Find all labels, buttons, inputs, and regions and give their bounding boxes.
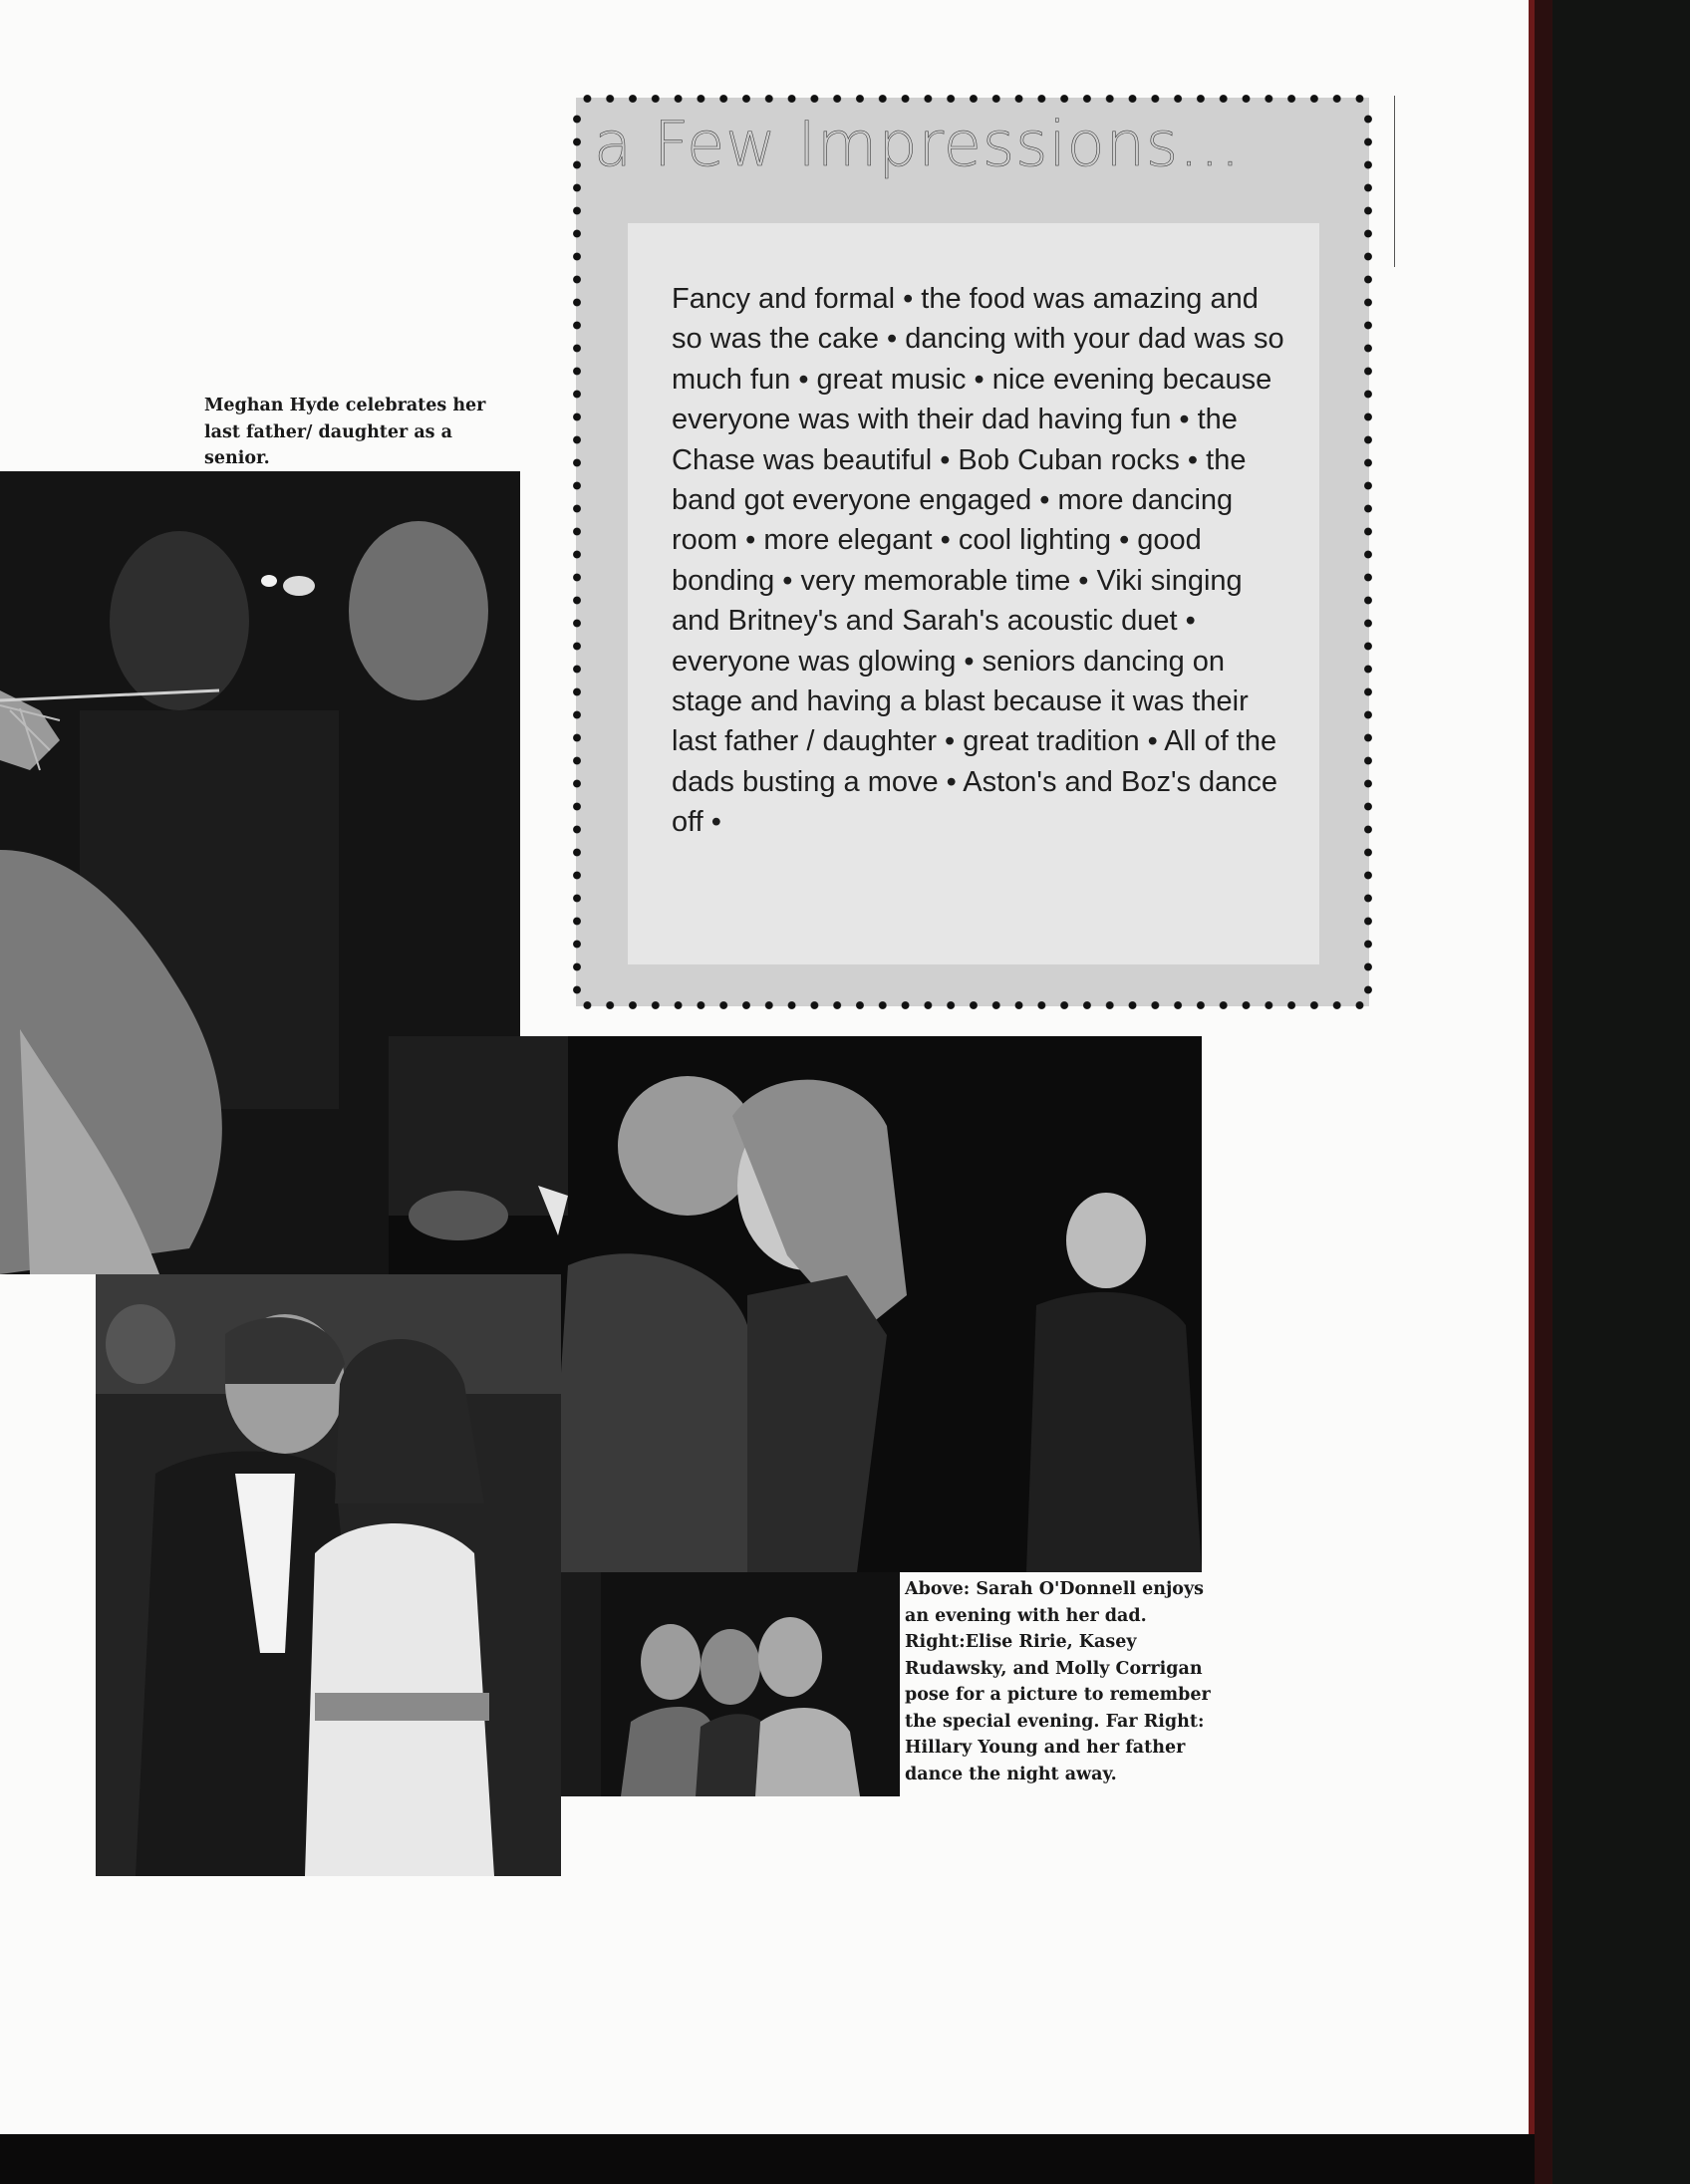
caption-meghan-hyde: Meghan Hyde celebrates her last father/ daughter as a senior. — [204, 396, 486, 468]
caption-right-photos: Above: Sarah O'Donnell enjoys an evening with her dad. Right:Elise Ririe, Kasey Rudawsky, and Molly Corrigan pose for a picture to remember the special evening. Far Right: Hillary Young and her father dance the night away. — [905, 1579, 1211, 1784]
dotted-border-top — [576, 94, 1369, 104]
dotted-border-left — [572, 108, 582, 996]
impressions-panel — [628, 223, 1319, 964]
photo-father-daughter-portrait — [96, 1274, 561, 1876]
photo-three-girls-posing — [561, 1572, 900, 1796]
dotted-border-right — [1363, 108, 1373, 996]
book-spine — [1535, 0, 1552, 2184]
folio-rule — [1394, 96, 1395, 267]
page-bottom-edge — [0, 2134, 1535, 2184]
impressions-box — [576, 98, 1369, 1006]
binder-edge — [1552, 0, 1690, 2184]
page-folio-mark — [1375, 96, 1415, 267]
impressions-title: a Few Impressions... — [594, 108, 1242, 180]
dotted-border-bottom — [576, 1000, 1369, 1010]
impressions-text: Fancy and formal • the food was amazing and so was the cake • dancing with your dad was so much fun • great music • nice evening because everyone was with their dad having fun • the Chase was beautiful • Bob Cuban rocks • the band got everyone engaged • more dancing room • more elegant • cool lighting • good bonding • very memorable time • Viki singing and Britney's and Sarah's acoustic duet • everyone was glowing • seniors dancing on stage and having a blast because it was their last father / daughter • great tradition • All of the dads busting a move • Aston's and Boz's dance off • — [672, 283, 1284, 839]
